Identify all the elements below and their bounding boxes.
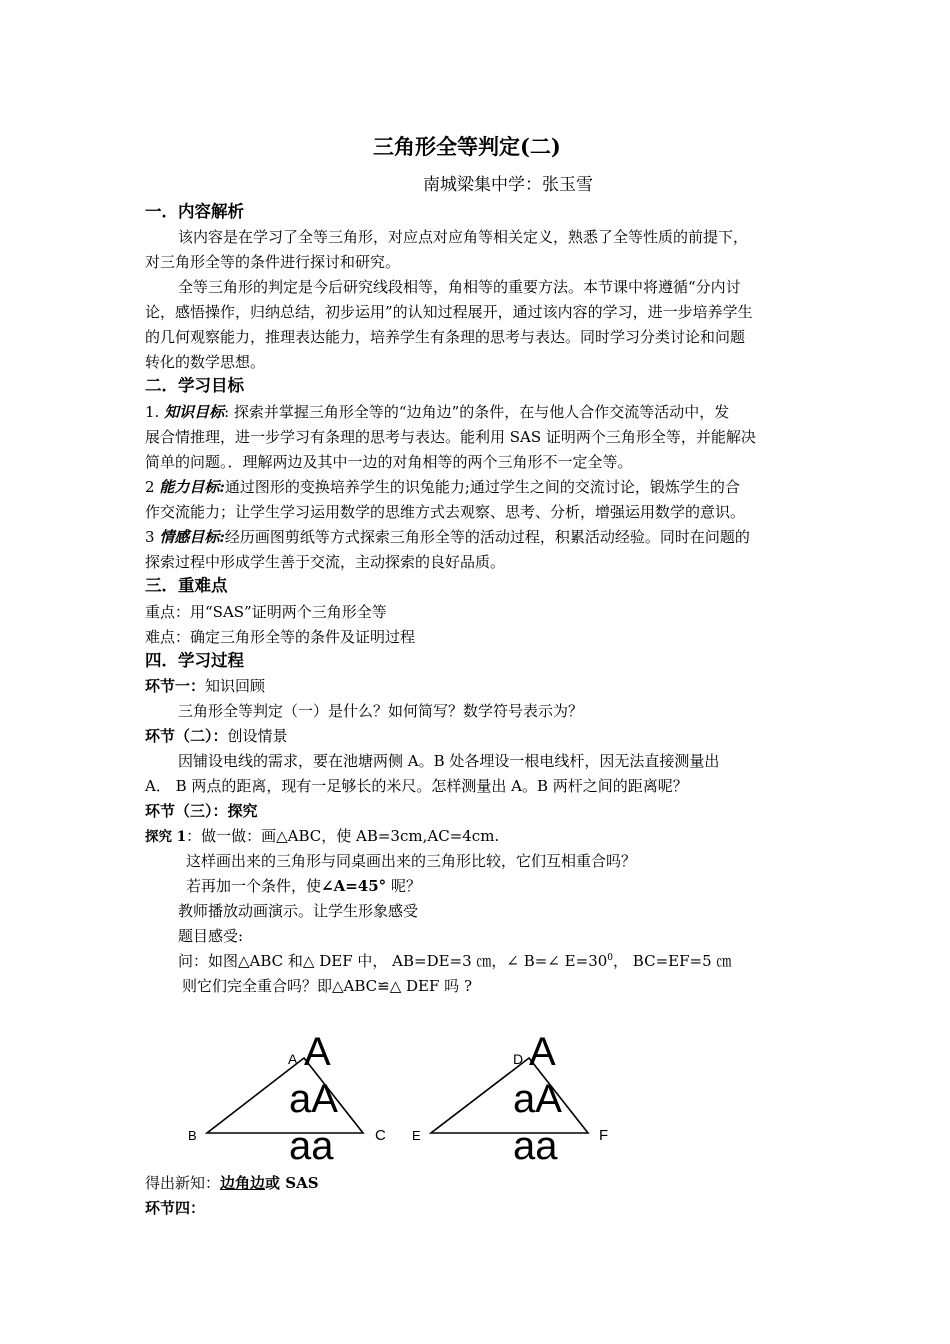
problem-question-pre: 问：如图△ABC 和△ DEF 中， AB=DE=3 ㎝，∠ B=∠ E=30	[178, 952, 608, 970]
artifact-text-mid: aA	[513, 1077, 562, 1121]
triangle-abc	[207, 1058, 363, 1133]
problem-feel: 题目感受:	[178, 927, 244, 945]
paragraph-line: 作交流能力；让学生学习运用数学的思维方式去观察、思考、分析，增强运用数学的意识。	[145, 503, 746, 521]
conclusion-sas-chinese: 边角边	[220, 1174, 266, 1192]
paragraph-line: 转化的数学思想。	[145, 353, 266, 371]
paragraph-line: 对三角形全等的条件进行探讨和研究。	[145, 253, 401, 271]
explore1-label: 探究 1	[145, 829, 187, 845]
step2-title: 创设情景	[227, 727, 288, 745]
page-title: 三角形全等判定(二)	[373, 134, 561, 159]
section-heading-key-points: 三．重难点	[145, 576, 228, 595]
step1-label: 环节一：	[145, 677, 206, 695]
goal-number: 2	[145, 478, 155, 496]
section-heading-learning-goals: 二．学习目标	[145, 376, 244, 395]
difficult-point: 难点：确定三角形全等的条件及证明过程	[145, 628, 416, 646]
artifact-text-mid: aA	[289, 1077, 338, 1121]
vertex-label-d: D	[513, 1051, 524, 1067]
vertex-label-a: A	[288, 1051, 298, 1067]
conclusion-line	[145, 1174, 319, 1192]
problem-question-2: 则它们完全重合吗？即△ABC≌△ DEF 吗 ?	[182, 977, 472, 995]
artifact-text-top: A	[529, 1030, 556, 1074]
artifact-text-top: A	[304, 1030, 331, 1074]
goal-number: 1.	[145, 403, 160, 421]
section-heading-content-analysis: 一．内容解析	[145, 202, 244, 221]
extra-condition-pre: 若再加一个条件，使	[186, 877, 322, 895]
step2-label: 环节（二）：	[145, 727, 228, 745]
extra-condition-post: 呢？	[386, 877, 421, 895]
goal-number: 3	[145, 528, 155, 546]
conclusion-pre: 得出新知：	[145, 1174, 221, 1192]
goal-label-knowledge: 知识目标	[164, 403, 225, 421]
step1-text: 三角形全等判定（一）是什么？如何简写？数学符号表示为？	[178, 702, 584, 720]
section-heading-learning-process: 四．学习过程	[145, 651, 244, 670]
question-overlap: 这样画出来的三角形与同桌画出来的三角形比较，它们互相重合吗？	[186, 852, 637, 870]
paragraph-line: 该内容是在学习了全等三角形，对应点对应角等相关定义，熟悉了全等性质的前提下，	[178, 228, 749, 246]
author-line: 南城梁集中学：张玉雪	[423, 175, 593, 195]
vertex-label-c: C	[375, 1127, 386, 1144]
artifact-text-bottom: aa	[513, 1124, 558, 1168]
explore1-text: ：做一做：画△ABC，使 AB=3cm,AC=4cm.	[186, 827, 500, 845]
degree-superscript: 0	[607, 953, 614, 963]
paragraph-line: A． B 两点的距离，现有一足够长的米尺。怎样测量出 A。B 两杆之间的距离呢？	[145, 777, 688, 795]
paragraph-line: 因铺设电线的需求，要在池塘两侧 A。B 处各埋设一根电线杆，因无法直接测量出	[178, 752, 720, 770]
goal-text: : 探索并掌握三角形全等的“边角边”的条件，在与他人合作交流等活动中，发	[224, 403, 730, 421]
goal-label-ability: 能力目标:	[159, 478, 225, 496]
goal-text: 经历画图剪纸等方式探索三角形全等的活动过程，积累活动经验。同时在问题的	[224, 528, 750, 546]
vertex-label-e: E	[412, 1128, 421, 1143]
paragraph-line: 简单的问题。．理解两边及其中一边的对角相等的两个三角形不一定全等。	[145, 453, 633, 471]
vertex-label-b: B	[188, 1128, 197, 1143]
vertex-label-f: F	[599, 1127, 609, 1144]
paragraph-line: 探索过程中形成学生善于交流，主动探索的良好品质。	[145, 553, 506, 571]
step1-title: 知识回顾	[205, 677, 266, 695]
key-point: 重点：用“SAS”证明两个三角形全等	[145, 603, 387, 621]
goal-label-emotion: 情感目标:	[159, 528, 225, 546]
paragraph-line: 全等三角形的判定是今后研究线段相等，角相等的重要方法。本节课中将遵循“分内讨	[178, 278, 741, 296]
triangle-def	[431, 1058, 588, 1133]
step3-label: 环节（三）：探究	[145, 802, 258, 820]
paragraph-line: 的几何观察能力，推理表达能力，培养学生有条理的思考与表达。同时学习分类讨论和问题	[145, 328, 746, 346]
conclusion-sas: 或 SAS	[265, 1174, 319, 1192]
step4-label: 环节四：	[145, 1199, 206, 1217]
goal-text: 通过图形的变换培养学生的识兔能力;通过学生之间的交流讨论，锻炼学生的合	[224, 478, 740, 496]
angle-condition: ∠A=45°	[321, 877, 387, 895]
teacher-demo: 教师播放动画演示。让学生形象感受	[178, 902, 419, 920]
paragraph-line: 论，感悟操作，归纳总结，初步运用”的认知过程展开，通过该内容的学习，进一步培养学生	[145, 303, 753, 321]
artifact-text-bottom: aa	[289, 1124, 334, 1168]
problem-question-post: ， BC=EF=5 ㎝	[613, 952, 732, 970]
paragraph-line: 展合情推理，进一步学习有条理的思考与表达。能利用 SAS 证明两个三角形全等，并能解决	[145, 428, 756, 446]
